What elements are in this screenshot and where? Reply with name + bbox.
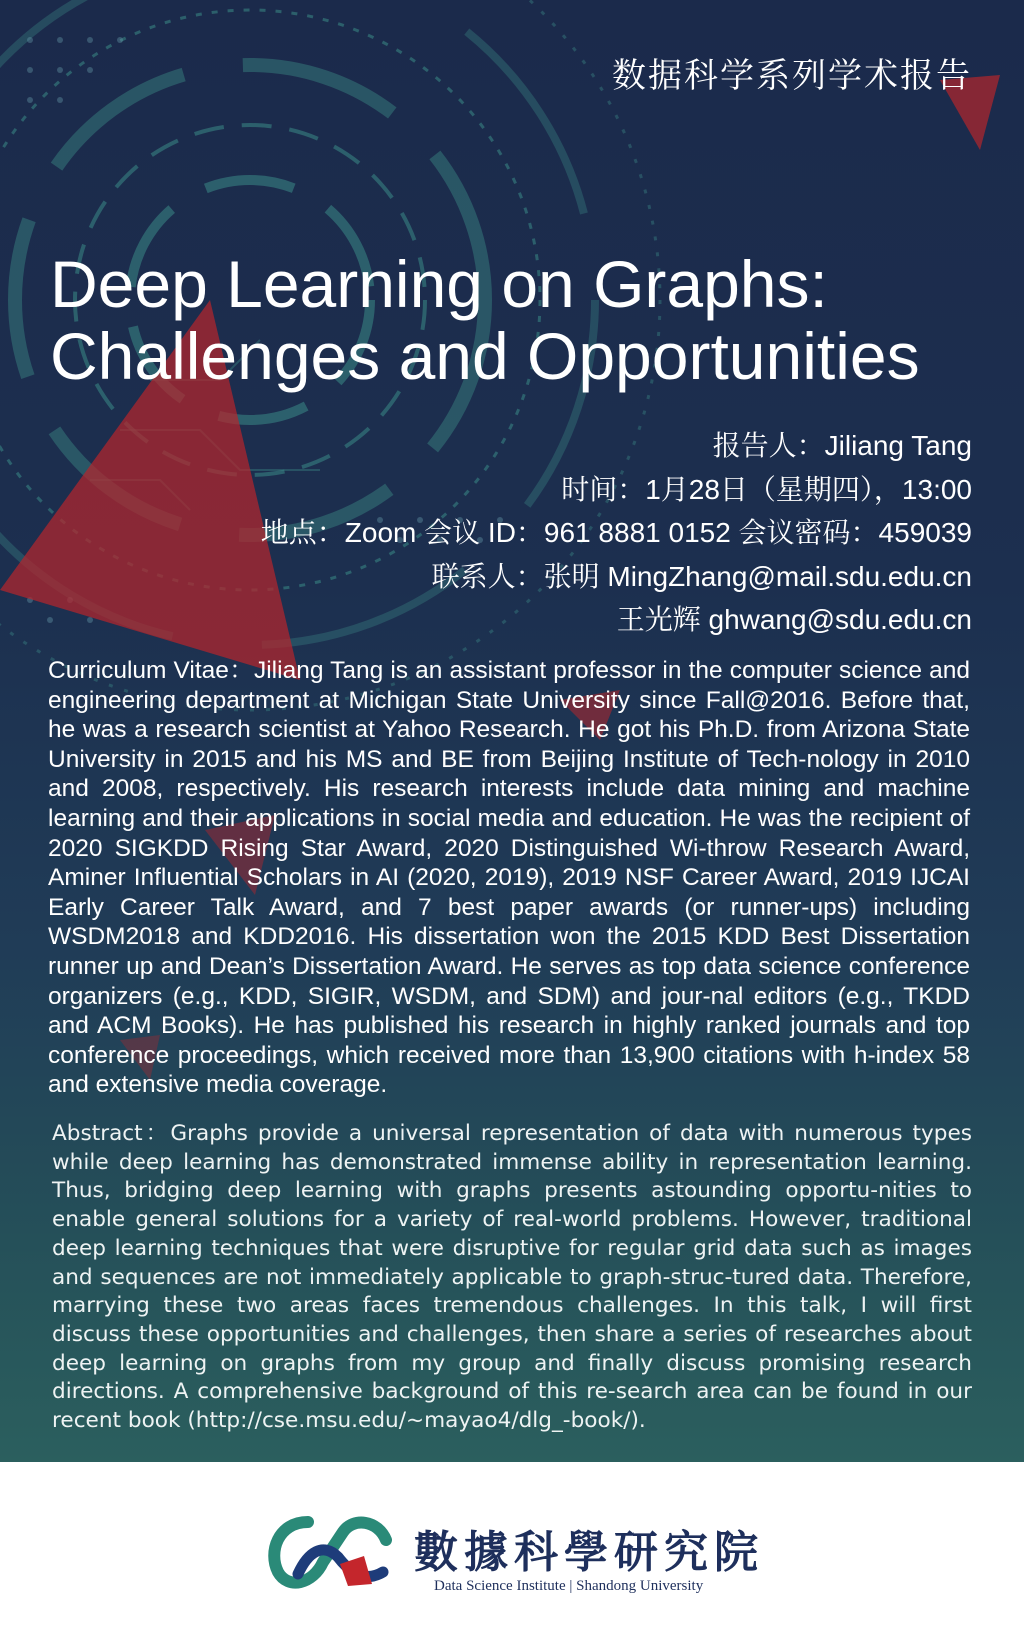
series-label: 数据科学系列学术报告 xyxy=(612,56,972,96)
talk-info xyxy=(261,424,972,642)
title-line-2: Challenges and Opportunities xyxy=(50,319,920,393)
dsi-logo-icon xyxy=(268,1512,398,1592)
abstract: Abstract：Graphs provide a universal representation of data with numerous types while deep learning has demonstrated immense ability in representation learning. Thus, bridging deep learning with graphs presents astounding opportu-nities to enable general solutions for a variety of real-world problems. However, traditional deep learning techniques that were disruptive for regular grid data such as images and sequences are not immediately applicable to graph-struc-tured data. Therefore, marrying these two areas faces tremendous challenges. In this talk, I will first discuss these opportunities and challenges, then share a series of researches about deep learning on graphs from my group and finally discuss promising research directions. A comprehensive background of this re-search area can be found in our recent book (http://cse.msu.edu/~mayao4/dlg_-book/). xyxy=(52,1121,972,1434)
footer xyxy=(0,1462,1024,1638)
time-line: 时间：1月28日（星期四），13:00 xyxy=(561,473,972,505)
title-line-1: Deep Learning on Graphs: xyxy=(50,247,828,321)
location-line: 地点：Zoom 会议 ID：961 8881 0152 会议密码：459039 xyxy=(260,517,972,548)
speaker-line: 报告人：Jiliang Tang xyxy=(712,430,972,461)
curriculum-vitae: Curriculum Vitae：Jiliang Tang is an assistant professor in the computer science and engineering department at Michigan State University since Fall@2016. Before that, he was a research scientist at Yahoo Research. He got his Ph.D. from Arizona State University in 2015 and his MS and BE from Beijing Institute of Tech-nology in 2010 and 2008, respectively. His research interests include data mining and machine learning and their applications in social media and education. He was the recipient of 2020 SIGKDD Rising Star Award, 2020 Distinguished Wi-throw Research Award, Aminer Influential Scholars in AI (2020, 2019), 2019 NSF Career Award, 2019 IJCAI Early Career Talk Award, and 7 best paper awards (or runner-ups) including WSDM2018 and KDD2016. His dissertation won the 2015 KDD Best Dissertation runner up and Dean’s Dissertation Award. He serves as top data science conference organizers (e.g., KDD, SIGIR, WSDM, and SDM) and jour-nal editors (e.g., TKDD and ACM Books). He has published his research in highly ranked journals and top conference proceedings, which received more than 13,900 citations with h-index 58 and extensive media coverage. xyxy=(48,657,970,1099)
institute-name-cn: 數據科學研究院 xyxy=(414,1527,764,1578)
contact-line-2: 王光辉 ghwang@sdu.edu.cn xyxy=(616,604,972,635)
talk-title xyxy=(50,248,990,392)
institute-name-en: Data Science Institute | Shandong University xyxy=(434,1578,704,1594)
contact-line-1: 联系人：张明 MingZhang@mail.sdu.edu.cn xyxy=(431,560,972,592)
